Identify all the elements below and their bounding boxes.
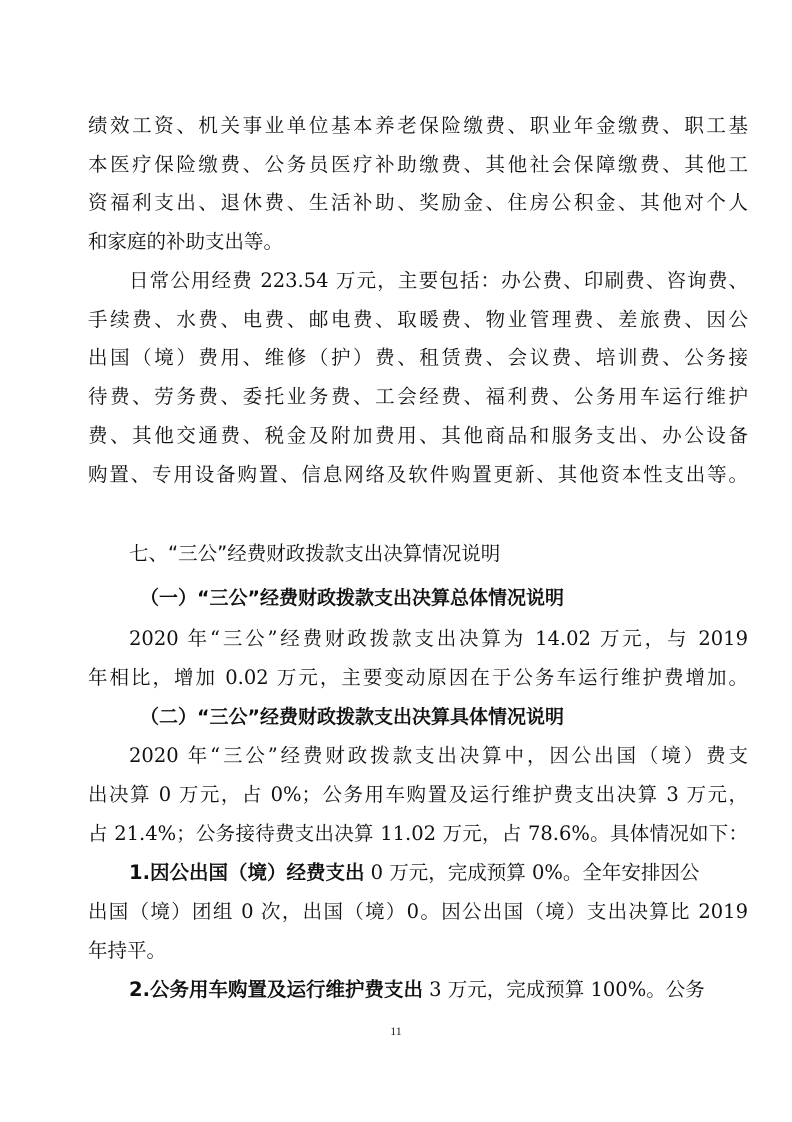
paragraph-line: 2020 年“三公”经费财政拨款支出决算为 14.02 万元，与 2019 xyxy=(129,627,748,650)
paragraph-line: 出决算 0 万元，占 0%；公务用车购置及运行维护费支出决算 3 万元， xyxy=(88,783,748,806)
paragraph-line: 费、其他交通费、税金及附加费用、其他商品和服务支出、办公设备 xyxy=(88,424,748,447)
paragraph-line: 日常公用经费 223.54 万元，主要包括：办公费、印刷费、咨询费、 xyxy=(129,269,748,292)
paragraph-line: 占 21.4%；公务接待费支出决算 11.02 万元，占 78.6%。具体情况如下： xyxy=(88,822,748,845)
item-text: 3 万元，完成预算 100%。公务 xyxy=(422,978,705,1001)
item-lead: 1.因公出国（境）经费支出 xyxy=(129,861,365,884)
paragraph-line: 和家庭的补助支出等。 xyxy=(88,230,284,253)
subsection-heading: （二）“三公”经费财政拨款支出决算具体情况说明 xyxy=(140,706,564,728)
page-number: 11 xyxy=(390,1024,402,1038)
paragraph-line: 本医疗保险缴费、公务员医疗补助缴费、其他社会保障缴费、其他工 xyxy=(88,153,748,176)
item-line xyxy=(129,859,748,887)
paragraph-line: 年持平。 xyxy=(88,939,167,962)
item-text: 0 万元，完成预算 0%。全年安排因公 xyxy=(364,861,700,884)
paragraph-line: 年相比，增加 0.02 万元，主要变动原因在于公务车运行维护费增加。 xyxy=(88,666,748,689)
paragraph-line: 绩效工资、机关事业单位基本养老保险缴费、职业年金缴费、职工基 xyxy=(88,114,748,137)
item-line xyxy=(129,976,748,1004)
section-heading: 七、“三公”经费财政拨款支出决算情况说明 xyxy=(129,542,501,565)
paragraph-line: 手续费、水费、电费、邮电费、取暖费、物业管理费、差旅费、因公 xyxy=(88,308,748,331)
paragraph-line: 出国（境）团组 0 次，出国（境）0。因公出国（境）支出决算比 2019 xyxy=(88,900,748,923)
paragraph-line: 资福利支出、退休费、生活补助、奖励金、住房公积金、其他对个人 xyxy=(88,191,748,214)
paragraph-line: 2020 年“三公”经费财政拨款支出决算中，因公出国（境）费支 xyxy=(129,744,748,767)
paragraph-line: 购置、专用设备购置、信息网络及软件购置更新、其他资本性支出等。 xyxy=(88,463,748,486)
subsection-heading: （一）“三公”经费财政拨款支出决算总体情况说明 xyxy=(140,587,564,609)
paragraph-line: 待费、劳务费、委托业务费、工会经费、福利费、公务用车运行维护 xyxy=(88,385,748,408)
paragraph-line: 出国（境）费用、维修（护）费、租赁费、会议费、培训费、公务接 xyxy=(88,346,748,369)
item-lead: 2.公务用车购置及运行维护费支出 xyxy=(129,978,423,1001)
